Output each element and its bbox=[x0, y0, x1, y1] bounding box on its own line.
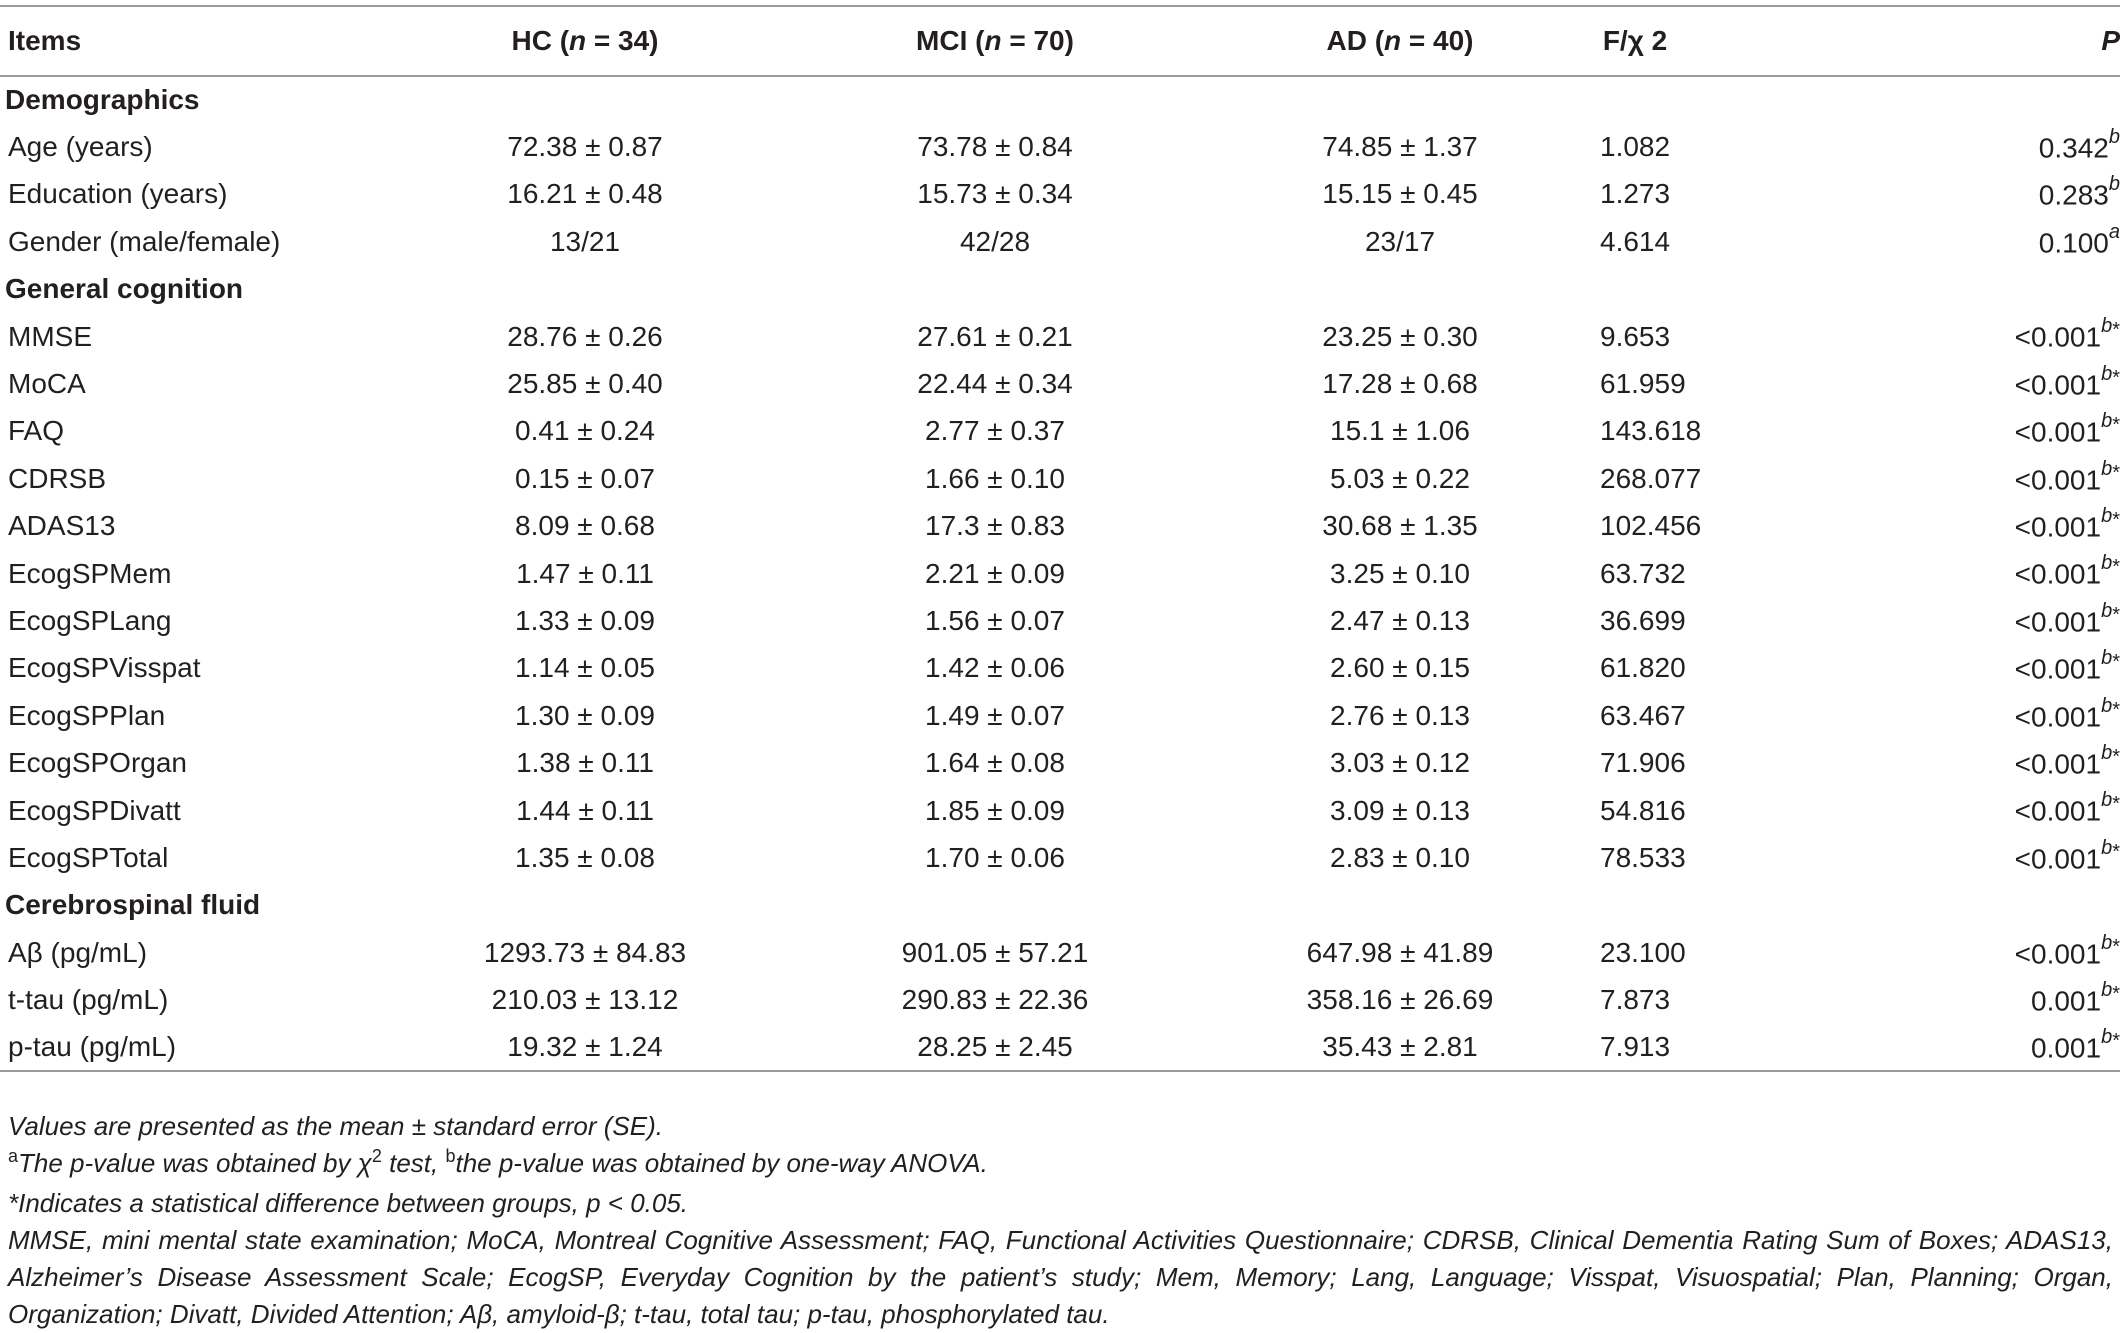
cell-item: MoCA bbox=[8, 368, 86, 400]
cell-mci: 2.77 ± 0.37 bbox=[925, 415, 1065, 447]
cell-mci: 73.78 ± 0.84 bbox=[917, 131, 1073, 163]
cell-f: 63.467 bbox=[1600, 699, 1686, 731]
cell-p bbox=[1900, 739, 2120, 786]
p-value bbox=[2014, 410, 2120, 448]
section-title: General cognition bbox=[5, 273, 244, 305]
cell-item: MMSE bbox=[8, 320, 92, 352]
cell-ad: 2.83 ± 0.10 bbox=[1330, 841, 1470, 873]
cell-f: 61.820 bbox=[1600, 652, 1686, 684]
p-test-marker: b bbox=[2101, 552, 2113, 575]
p-value bbox=[2014, 836, 2120, 875]
significance-marker: * bbox=[2112, 556, 2120, 579]
cell-mci: 1.85 ± 0.09 bbox=[925, 794, 1065, 826]
cell-p bbox=[1900, 313, 2120, 360]
cell-p bbox=[1900, 834, 2120, 881]
table-row bbox=[0, 503, 2120, 550]
p-test-marker: b bbox=[2108, 173, 2120, 196]
table-row bbox=[0, 834, 2120, 881]
significance-marker: * bbox=[2112, 793, 2120, 816]
p-test-marker: b bbox=[2101, 315, 2113, 338]
p-number: <0.001 bbox=[2014, 795, 2102, 827]
cell-f: 78.533 bbox=[1600, 841, 1686, 873]
cell-item: Aβ (pg/mL) bbox=[8, 936, 148, 968]
cell-ad: 2.60 ± 0.15 bbox=[1330, 652, 1470, 684]
cell-ad: 35.43 ± 2.81 bbox=[1322, 1031, 1478, 1062]
cell-item: FAQ bbox=[8, 415, 65, 447]
p-value bbox=[2038, 220, 2120, 259]
cell-hc: 19.32 ± 1.24 bbox=[507, 1031, 663, 1062]
significance-marker: * bbox=[2112, 698, 2120, 721]
p-value bbox=[2014, 552, 2120, 590]
cell-hc: 1.47 ± 0.11 bbox=[516, 557, 654, 589]
cell-ad: 30.68 ± 1.35 bbox=[1322, 510, 1478, 542]
demographics-table bbox=[0, 5, 2120, 1072]
cell-item: EcogSPMem bbox=[8, 557, 172, 589]
p-value bbox=[2014, 315, 2120, 353]
cell-mci: 28.25 ± 2.45 bbox=[917, 1031, 1073, 1062]
cell-ad: 647.98 ± 41.89 bbox=[1306, 936, 1494, 968]
p-value bbox=[2014, 599, 2120, 638]
cell-hc: 0.15 ± 0.07 bbox=[515, 462, 655, 494]
cell-f: 268.077 bbox=[1600, 462, 1702, 494]
cell-item: t-tau (pg/mL) bbox=[8, 984, 169, 1016]
p-number: <0.001 bbox=[2014, 511, 2102, 543]
p-test-marker: b bbox=[2101, 978, 2113, 1001]
cell-hc: 1.38 ± 0.11 bbox=[516, 747, 654, 779]
section-title: Demographics bbox=[5, 84, 200, 116]
cell-item: Education (years) bbox=[8, 178, 228, 210]
p-test-marker: b bbox=[2101, 742, 2113, 764]
cell-item: EcogSPPlan bbox=[8, 699, 166, 731]
cell-p bbox=[1900, 976, 2120, 1023]
p-test-marker: b bbox=[2101, 599, 2113, 622]
p-value bbox=[2014, 694, 2120, 733]
significance-marker: * bbox=[2112, 1029, 2120, 1052]
table-row bbox=[0, 739, 2120, 786]
significance-marker: * bbox=[2112, 461, 2120, 484]
cell-f: 143.618 bbox=[1600, 415, 1702, 447]
cell-mci: 290.83 ± 22.36 bbox=[901, 984, 1089, 1016]
table-row bbox=[0, 455, 2120, 502]
p-number: <0.001 bbox=[2014, 463, 2102, 495]
significance-marker: * bbox=[2112, 414, 2120, 437]
cell-p bbox=[1900, 408, 2120, 455]
cell-hc: 1.44 ± 0.11 bbox=[516, 794, 654, 826]
cell-mci: 15.73 ± 0.34 bbox=[917, 178, 1073, 210]
cell-item: EcogSPTotal bbox=[8, 841, 169, 873]
table-row bbox=[0, 550, 2120, 597]
p-test-marker: b bbox=[2108, 125, 2120, 148]
cell-ad: 5.03 ± 0.22 bbox=[1330, 462, 1470, 494]
header-f-chi2: F/χ 2 bbox=[1602, 25, 1668, 56]
cell-p bbox=[1900, 503, 2120, 550]
footnote-values: Values are presented as the mean ± standard error (SE). bbox=[8, 1111, 663, 1141]
cell-f: 7.873 bbox=[1600, 984, 1671, 1016]
table-row bbox=[0, 360, 2120, 407]
table-row bbox=[0, 976, 2120, 1023]
cell-mci: 22.44 ± 0.34 bbox=[917, 368, 1073, 400]
p-value bbox=[2014, 742, 2120, 780]
header-hc: HC (n = 34) bbox=[511, 25, 659, 56]
p-number: 0.342 bbox=[2038, 132, 2109, 164]
cell-f: 61.959 bbox=[1600, 368, 1686, 400]
cell-ad: 3.25 ± 0.10 bbox=[1330, 557, 1470, 589]
significance-marker: * bbox=[2112, 366, 2120, 389]
section-row bbox=[0, 882, 2120, 929]
cell-ad: 3.03 ± 0.12 bbox=[1330, 747, 1470, 779]
section-title: Cerebrospinal fluid bbox=[5, 889, 261, 921]
cell-hc: 1293.73 ± 84.83 bbox=[483, 936, 687, 968]
p-value bbox=[2014, 931, 2120, 970]
table-row bbox=[0, 597, 2120, 644]
cell-mci: 1.70 ± 0.06 bbox=[925, 841, 1065, 873]
table-row bbox=[0, 929, 2120, 976]
table-body bbox=[0, 76, 2120, 1071]
table-header-row bbox=[0, 6, 2120, 76]
table-row bbox=[0, 787, 2120, 834]
cell-ad: 23.25 ± 0.30 bbox=[1322, 320, 1478, 352]
table-row bbox=[0, 645, 2120, 692]
cell-mci: 17.3 ± 0.83 bbox=[925, 510, 1065, 542]
footnote-tests: $^a$The p-value was obtained by χ$^2$ test, $^b$the p-value was obtained by one-way ANOVA. bbox=[8, 1146, 988, 1178]
p-value bbox=[2038, 173, 2120, 211]
cell-mci: 27.61 ± 0.21 bbox=[917, 320, 1073, 352]
cell-mci: 1.42 ± 0.06 bbox=[925, 652, 1065, 684]
cell-mci: 1.64 ± 0.08 bbox=[925, 747, 1065, 779]
cell-ad: 2.47 ± 0.13 bbox=[1330, 604, 1470, 636]
section-row bbox=[0, 266, 2120, 313]
cell-hc: 72.38 ± 0.87 bbox=[507, 131, 663, 163]
cell-ad: 17.28 ± 0.68 bbox=[1322, 368, 1478, 400]
cell-item: ADAS13 bbox=[8, 510, 116, 542]
cell-item: EcogSPVisspat bbox=[8, 652, 201, 684]
significance-marker: * bbox=[2112, 982, 2120, 1005]
cell-ad: 2.76 ± 0.13 bbox=[1330, 699, 1470, 731]
cell-p bbox=[1900, 645, 2120, 692]
p-value bbox=[2014, 647, 2120, 685]
cell-item: p-tau (pg/mL) bbox=[8, 1031, 177, 1062]
cell-p bbox=[1900, 360, 2120, 407]
cell-f: 63.732 bbox=[1600, 557, 1686, 589]
cell-hc: 1.33 ± 0.09 bbox=[515, 604, 655, 636]
header-mci: MCI (n = 70) bbox=[916, 25, 1074, 56]
p-number: 0.283 bbox=[2038, 179, 2109, 211]
cell-hc: 1.35 ± 0.08 bbox=[515, 841, 655, 873]
cell-hc: 16.21 ± 0.48 bbox=[507, 178, 663, 210]
cell-ad: 15.1 ± 1.06 bbox=[1330, 415, 1470, 447]
header-p: P bbox=[2101, 25, 2120, 56]
p-test-marker: b bbox=[2101, 789, 2113, 812]
p-number: <0.001 bbox=[2014, 369, 2102, 401]
p-value bbox=[2031, 978, 2120, 1017]
p-test-marker: b bbox=[2101, 931, 2113, 954]
cell-ad: 23/17 bbox=[1364, 225, 1436, 257]
table-row bbox=[0, 1024, 2120, 1071]
cell-p bbox=[1900, 455, 2120, 502]
p-test-marker: a bbox=[2108, 220, 2120, 243]
cell-f: 7.913 bbox=[1600, 1031, 1671, 1062]
p-value bbox=[2014, 457, 2120, 496]
cell-mci: 2.21 ± 0.09 bbox=[925, 557, 1065, 589]
header-ad: AD (n = 40) bbox=[1326, 25, 1474, 56]
table-footnotes bbox=[8, 1108, 2113, 1333]
cell-mci: 1.56 ± 0.07 bbox=[925, 604, 1065, 636]
cell-f: 4.614 bbox=[1600, 225, 1671, 257]
p-number: <0.001 bbox=[2014, 843, 2102, 875]
p-number: <0.001 bbox=[2014, 748, 2102, 780]
p-number: 0.100 bbox=[2038, 227, 2109, 259]
cell-hc: 1.30 ± 0.09 bbox=[515, 699, 655, 731]
significance-marker: * bbox=[2112, 319, 2120, 342]
significance-marker: * bbox=[2112, 603, 2120, 626]
cell-p bbox=[1900, 692, 2120, 739]
cell-item: Gender (male/female) bbox=[8, 225, 281, 257]
significance-marker: * bbox=[2112, 935, 2120, 958]
p-test-marker: b bbox=[2101, 694, 2113, 717]
significance-marker: * bbox=[2112, 651, 2120, 674]
table-row bbox=[0, 313, 2120, 360]
table-row bbox=[0, 408, 2120, 455]
cell-mci: 42/28 bbox=[959, 225, 1031, 257]
cell-hc: 13/21 bbox=[549, 225, 621, 257]
cell-f: 23.100 bbox=[1600, 936, 1686, 968]
table-row bbox=[0, 123, 2120, 170]
cell-hc: 8.09 ± 0.68 bbox=[515, 510, 655, 542]
p-number: <0.001 bbox=[2014, 558, 2102, 590]
cell-p bbox=[1900, 787, 2120, 834]
p-number: <0.001 bbox=[2014, 937, 2102, 969]
p-value bbox=[2014, 505, 2120, 543]
p-test-marker: b bbox=[2101, 410, 2113, 433]
cell-f: 102.456 bbox=[1600, 510, 1702, 542]
cell-item: CDRSB bbox=[8, 462, 107, 494]
cell-p bbox=[1900, 550, 2120, 597]
cell-ad: 15.15 ± 0.45 bbox=[1322, 178, 1478, 210]
significance-marker: * bbox=[2112, 509, 2120, 532]
p-value bbox=[2031, 1025, 2120, 1064]
p-test-marker: b bbox=[2101, 362, 2113, 385]
cell-f: 71.906 bbox=[1600, 747, 1686, 779]
cell-mci: 1.66 ± 0.10 bbox=[925, 462, 1065, 494]
cell-p bbox=[1900, 1024, 2120, 1071]
header-items: Items bbox=[8, 25, 82, 56]
p-number: <0.001 bbox=[2014, 321, 2102, 353]
cell-item: EcogSPLang bbox=[8, 604, 172, 636]
p-number: <0.001 bbox=[2014, 653, 2102, 685]
p-number: 0.001 bbox=[2031, 1032, 2102, 1064]
cell-p bbox=[1900, 597, 2120, 644]
cell-f: 36.699 bbox=[1600, 604, 1686, 636]
cell-hc: 210.03 ± 13.12 bbox=[491, 984, 679, 1016]
cell-hc: 28.76 ± 0.26 bbox=[507, 320, 663, 352]
cell-ad: 358.16 ± 26.69 bbox=[1306, 984, 1494, 1016]
footnote-significance: *Indicates a statistical difference between groups, p < 0.05. bbox=[8, 1188, 689, 1218]
table-row bbox=[0, 692, 2120, 739]
cell-f: 1.082 bbox=[1600, 131, 1671, 163]
p-test-marker: b bbox=[2101, 1025, 2113, 1048]
p-value bbox=[2014, 789, 2120, 827]
cell-p bbox=[1900, 929, 2120, 976]
p-test-marker: b bbox=[2101, 836, 2113, 859]
cell-p bbox=[1900, 171, 2120, 218]
cell-item: EcogSPOrgan bbox=[8, 747, 187, 779]
cell-f: 54.816 bbox=[1600, 794, 1686, 826]
cell-hc: 25.85 ± 0.40 bbox=[507, 368, 663, 400]
section-row bbox=[0, 76, 2120, 123]
cell-ad: 3.09 ± 0.13 bbox=[1330, 794, 1470, 826]
significance-marker: * bbox=[2112, 840, 2120, 863]
p-value bbox=[2014, 362, 2120, 401]
cell-mci: 901.05 ± 57.21 bbox=[901, 936, 1089, 968]
p-value bbox=[2038, 125, 2120, 164]
p-test-marker: b bbox=[2101, 647, 2113, 670]
cell-item: Age (years) bbox=[8, 131, 153, 163]
p-number: <0.001 bbox=[2014, 606, 2102, 638]
cell-hc: 0.41 ± 0.24 bbox=[515, 415, 655, 447]
cell-mci: 1.49 ± 0.07 bbox=[925, 699, 1065, 731]
footnote-abbreviations: MMSE, mini mental state examination; MoCA, Montreal Cognitive Assessment; FAQ, Functional Activities Questionnaire; CDRSB, Clinical Dementia Rating Sum of Boxes; ADAS13, Alzheimer’s Disease Assessment Scale; EcogSP, Everyday Cognition by the patient’s study; Mem, Memory; Lang, Language; Visspat, Visuospatial; Plan, Planning; Organ, Organization; Divatt, Divided Attention; Aβ, amyloid-β; t-tau, total tau; p-tau, phosphorylated tau. bbox=[8, 1225, 2113, 1329]
cell-f: 1.273 bbox=[1600, 178, 1671, 210]
p-test-marker: b bbox=[2101, 505, 2113, 528]
p-number: <0.001 bbox=[2014, 416, 2102, 448]
cell-hc: 1.14 ± 0.05 bbox=[515, 652, 655, 684]
p-number: 0.001 bbox=[2031, 985, 2102, 1017]
significance-marker: * bbox=[2112, 746, 2120, 768]
table-row bbox=[0, 218, 2120, 265]
table-row bbox=[0, 171, 2120, 218]
cell-f: 9.653 bbox=[1600, 320, 1671, 352]
cell-ad: 74.85 ± 1.37 bbox=[1322, 131, 1478, 163]
p-test-marker: b bbox=[2101, 457, 2113, 480]
cell-p bbox=[1900, 218, 2120, 265]
cell-p bbox=[1900, 123, 2120, 170]
cell-item: EcogSPDivatt bbox=[8, 794, 181, 826]
p-number: <0.001 bbox=[2014, 700, 2102, 732]
